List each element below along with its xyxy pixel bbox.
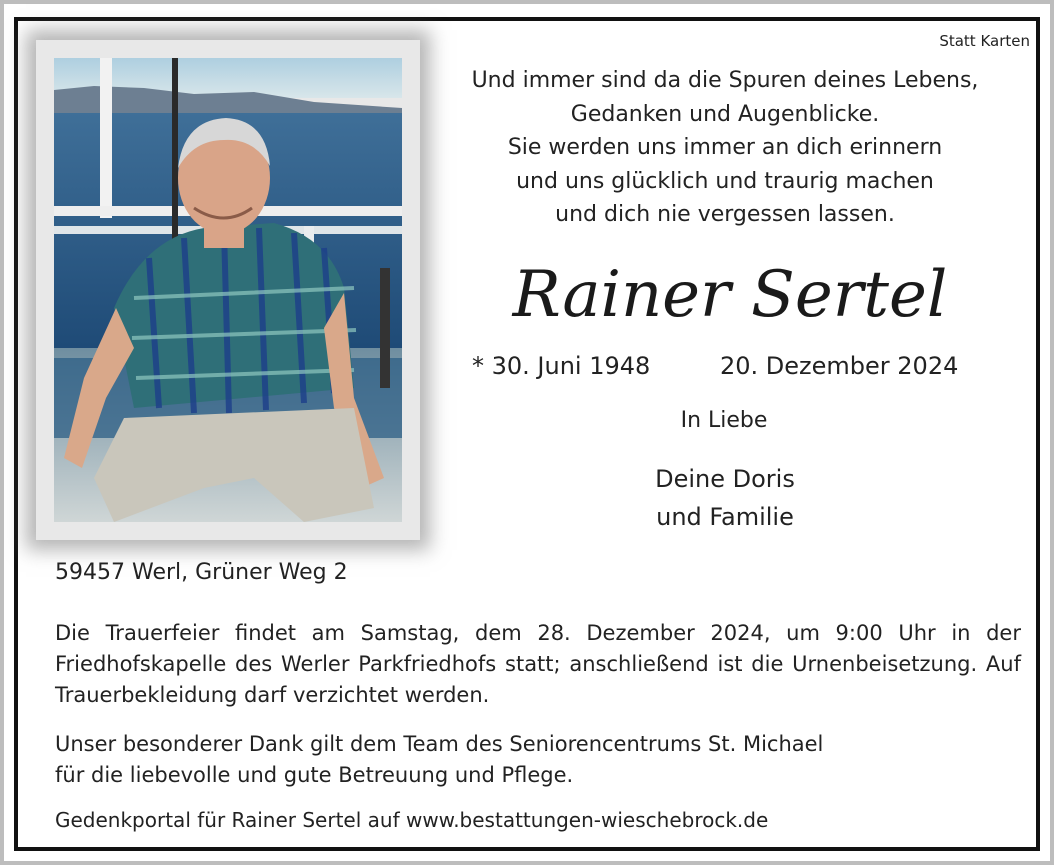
signature-line: Deine Doris [655,465,795,493]
funeral-details: Die Trauerfeier findet am Samstag, dem 28. Dezember 2024, um 9:00 Uhr in der Friedhofskapelle des Werler Parkfriedhofs statt; anschließend ist die Urnenbeisetzung. Auf Trauerbekleidung darf verzichtet werden. [55,621,1021,707]
in-liebe-text: In Liebe [680,408,768,433]
death-date: 20. Dezember 2024 [720,352,959,380]
statt-karten-label: Statt Karten [939,32,1030,50]
signature-line: und Familie [656,503,794,531]
thanks-line: für die liebevolle und gute Betreuung und Pflege. [55,763,574,787]
birth-date: * 30. Juni 1948 [472,352,651,380]
deceased-name [470,236,990,356]
address-line: 59457 Werl, Grüner Weg 2 [55,560,348,585]
deceased-name-text: Rainer Sertel [512,258,948,332]
poem-line: Gedanken und Augenblicke. [570,101,880,127]
memorial-portal-line: Gedenkportal für Rainer Sertel auf www.bestattungen-wieschebrock.de [55,808,769,832]
poem-line: und uns glücklich und traurig machen [516,168,934,194]
thanks-paragraph [55,729,1021,791]
memorial-poem [430,64,1020,232]
poem-line: und dich nie vergessen lassen. [555,202,895,227]
signature-block [580,460,870,536]
poem-line: Und immer sind da die Spuren deines Lebens, [471,68,979,93]
portrait-photo [54,58,402,522]
thanks-line: Unser besonderer Dank gilt dem Team des Seniorencentrums St. Michael [55,732,824,756]
poem-line: Sie werden uns immer an dich erinnern [507,135,943,160]
